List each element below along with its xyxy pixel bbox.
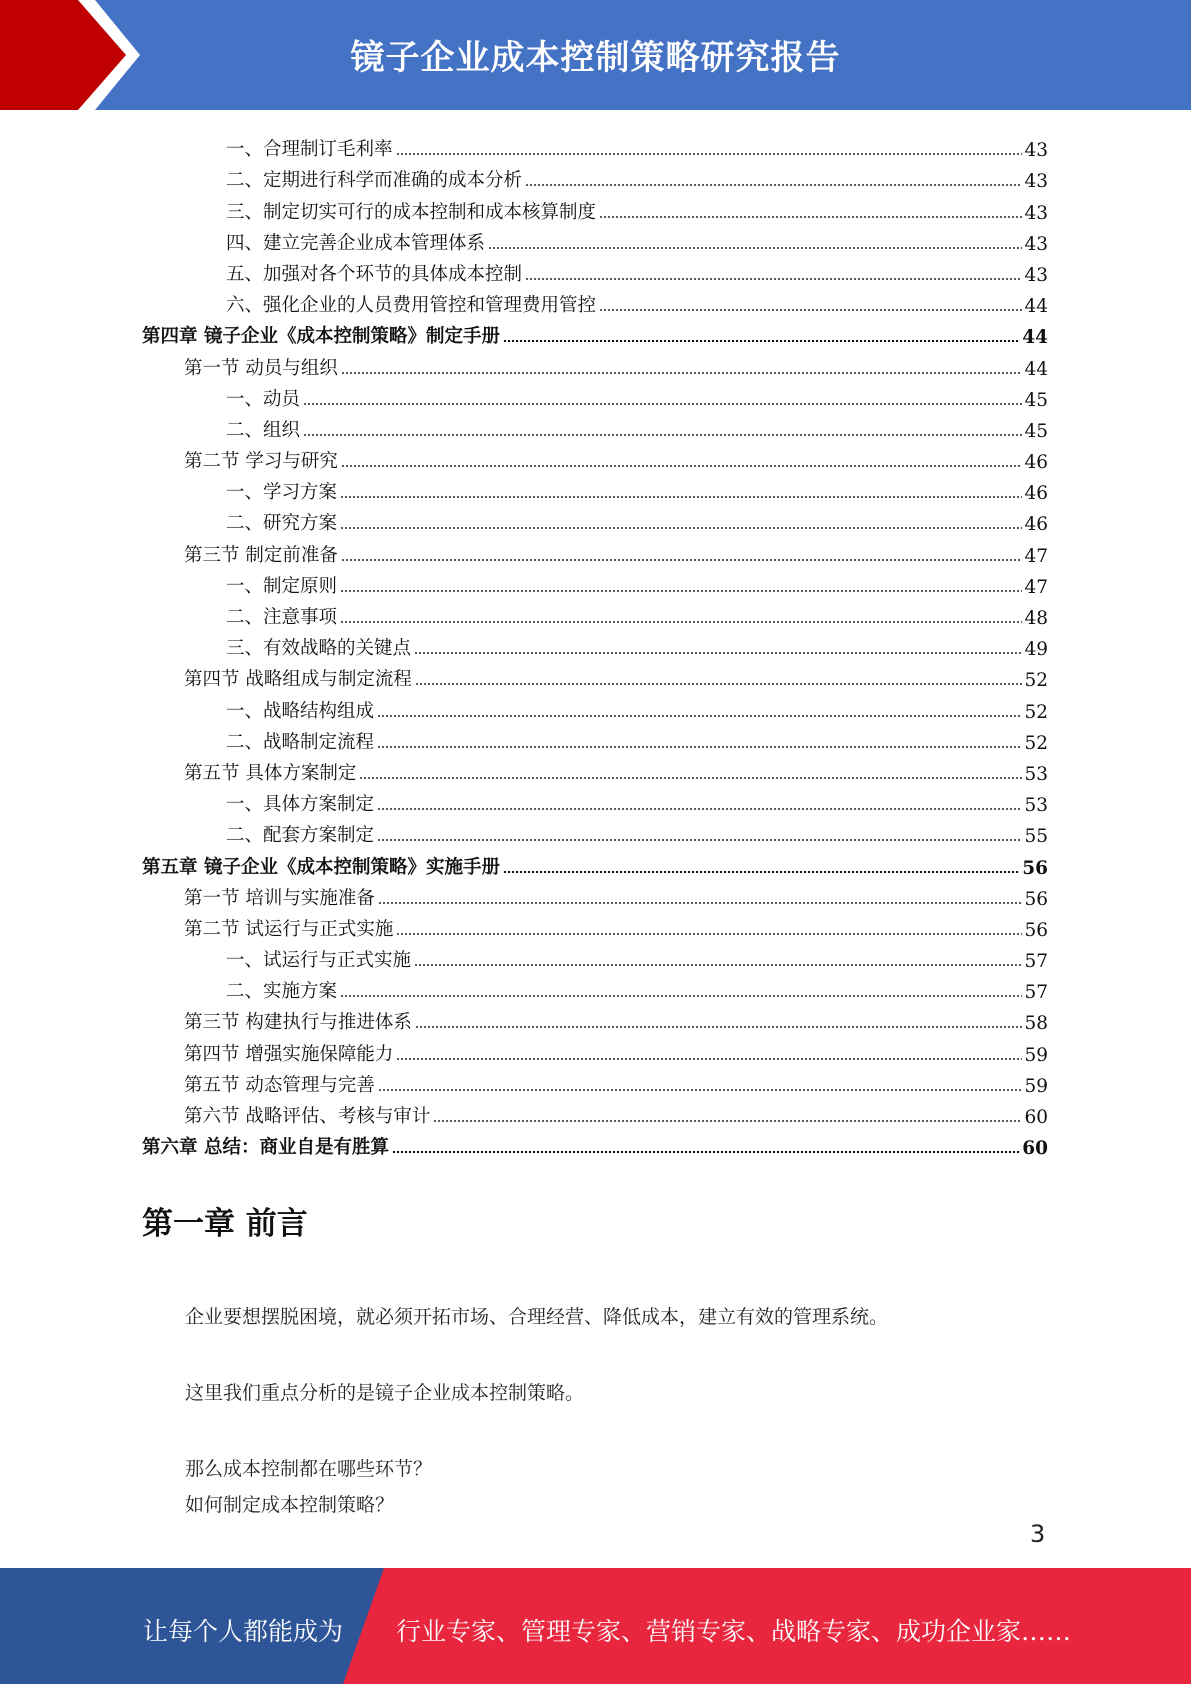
toc-entry-label: 二、定期进行科学而准确的成本分析 [226, 170, 523, 192]
toc-entry-page: 57 [1024, 982, 1048, 1004]
toc-entry-page: 43 [1024, 233, 1048, 255]
page-footer [0, 1568, 1191, 1684]
report-title: 镜子企业成本控制策略研究报告 [350, 38, 841, 78]
toc-dot-leader [378, 1089, 1023, 1091]
toc-entry-label: 第四节 战略组成与制定流程 [184, 669, 412, 691]
toc-subsection-entry[interactable] [142, 504, 1048, 535]
toc-entry-page: 44 [1024, 296, 1048, 318]
toc-dot-leader [525, 184, 1022, 186]
question-line: 那么成本控制都在哪些环节？ [185, 1458, 433, 1480]
toc-dot-leader [340, 995, 1022, 997]
toc-entry-page: 49 [1024, 639, 1048, 661]
toc-entry-page: 55 [1024, 826, 1048, 848]
toc-entry-page: 52 [1024, 670, 1048, 692]
toc-dot-leader [396, 1058, 1022, 1060]
toc-entry-label: 二、配套方案制定 [226, 825, 375, 847]
toc-dot-leader [303, 434, 1022, 436]
toc-entry-label: 第五节 具体方案制定 [184, 762, 357, 784]
toc-entry-label: 第五节 动态管理与完善 [184, 1074, 375, 1096]
toc-chapter-entry[interactable] [142, 847, 1048, 878]
toc-section-entry[interactable] [142, 910, 1048, 941]
toc-dot-leader [415, 1026, 1023, 1028]
intro-paragraph: 企业要想摆脱困境，就必须开拓市场、合理经营、降低成本，建立有效的管理系统。 [185, 1306, 889, 1328]
toc-dot-leader [396, 153, 1023, 155]
toc-dot-leader [340, 621, 1022, 623]
toc-dot-leader [415, 683, 1023, 685]
toc-entry-page: 56 [1024, 888, 1048, 910]
toc-entry-page: 43 [1024, 171, 1048, 193]
toc-subsection-entry[interactable] [142, 816, 1048, 847]
toc-entry-label: 一、合理制订毛利率 [226, 139, 393, 161]
toc-entry-label: 第五章 镜子企业《成本控制策略》实施手册 [142, 856, 500, 878]
toc-subsection-entry[interactable] [142, 629, 1048, 660]
toc-dot-leader [392, 1151, 1020, 1153]
toc-entry-page: 47 [1024, 576, 1048, 598]
toc-section-entry[interactable] [142, 442, 1048, 473]
toc-subsection-entry[interactable] [142, 598, 1048, 629]
toc-entry-page: 43 [1024, 264, 1048, 286]
toc-entry-label: 一、学习方案 [226, 482, 338, 504]
toc-entry-page: 48 [1024, 608, 1048, 629]
toc-entry-label: 第六节 战略评估、考核与审计 [184, 1106, 431, 1127]
toc-entry-label: 二、实施方案 [226, 981, 338, 1003]
toc-entry-label: 一、具体方案制定 [226, 794, 375, 816]
toc-section-entry[interactable] [142, 1034, 1048, 1065]
toc-dot-leader [341, 465, 1023, 467]
table-of-contents [142, 130, 1048, 1159]
toc-entry-page: 47 [1024, 545, 1048, 567]
toc-section-entry[interactable] [142, 1003, 1048, 1034]
toc-subsection-entry[interactable] [142, 255, 1048, 286]
toc-entry-label: 一、试运行与正式实施 [226, 950, 412, 972]
toc-section-entry[interactable] [142, 660, 1048, 691]
toc-entry-label: 第四章 镜子企业《成本控制策略》制定手册 [142, 326, 500, 348]
toc-entry-label: 一、动员 [226, 388, 301, 410]
toc-entry-page: 53 [1024, 763, 1048, 785]
toc-entry-page: 45 [1024, 420, 1048, 442]
toc-entry-page: 60 [1024, 1107, 1048, 1128]
toc-entry-page: 52 [1024, 732, 1048, 754]
question-line: 如何制定成本控制策略？ [185, 1494, 395, 1516]
footer-slogan-left: 让每个人都能成为 [143, 1617, 344, 1646]
toc-dot-leader [503, 871, 1020, 873]
toc-dot-leader [503, 340, 1020, 342]
toc-section-entry[interactable] [142, 754, 1048, 785]
toc-entry-page: 46 [1024, 452, 1048, 474]
toc-entry-label: 六、强化企业的人员费用管控和管理费用管控 [226, 295, 597, 317]
toc-dot-leader [378, 902, 1023, 904]
toc-entry-page: 57 [1024, 951, 1048, 973]
toc-entry-label: 第四节 增强实施保障能力 [184, 1043, 394, 1065]
toc-entry-page: 45 [1024, 389, 1048, 411]
intro-paragraph: 这里我们重点分析的是镜子企业成本控制策略。 [185, 1382, 585, 1404]
toc-subsection-entry[interactable] [142, 941, 1048, 972]
toc-entry-label: 二、组织 [226, 419, 301, 441]
toc-section-entry[interactable] [142, 348, 1048, 379]
toc-entry-page: 44 [1022, 327, 1048, 349]
toc-subsection-entry[interactable] [142, 161, 1048, 192]
toc-subsection-entry[interactable] [142, 380, 1048, 411]
toc-subsection-entry[interactable] [142, 224, 1048, 255]
toc-subsection-entry[interactable] [142, 411, 1048, 442]
toc-entry-label: 四、建立完善企业成本管理体系 [226, 232, 486, 254]
toc-dot-leader [359, 777, 1022, 779]
toc-entry-page: 59 [1024, 1075, 1048, 1097]
toc-entry-label: 第六章 总结：商业自是有胜算 [142, 1137, 389, 1159]
toc-subsection-entry[interactable] [142, 473, 1048, 504]
toc-entry-page: 43 [1024, 140, 1048, 162]
toc-entry-label: 三、制定切实可行的成本控制和成本核算制度 [226, 201, 597, 223]
toc-dot-leader [396, 933, 1022, 935]
toc-dot-leader [341, 372, 1023, 374]
toc-dot-leader [377, 746, 1022, 748]
toc-entry-page: 56 [1024, 919, 1048, 941]
toc-entry-page: 46 [1024, 483, 1048, 505]
toc-entry-page: 56 [1022, 857, 1048, 879]
toc-dot-leader [525, 278, 1022, 280]
toc-entry-page: 43 [1024, 202, 1048, 224]
toc-entry-page: 60 [1022, 1138, 1048, 1160]
toc-entry-label: 第三节 构建执行与推进体系 [184, 1012, 412, 1034]
toc-dot-leader [377, 839, 1022, 841]
toc-dot-leader [340, 527, 1022, 529]
toc-dot-leader [599, 216, 1022, 218]
toc-subsection-entry[interactable] [142, 130, 1048, 161]
toc-section-entry[interactable] [142, 879, 1048, 910]
toc-entry-label: 第一节 动员与组织 [184, 357, 338, 379]
toc-entry-page: 59 [1024, 1044, 1048, 1066]
toc-entry-label: 三、有效战略的关键点 [226, 638, 412, 660]
toc-dot-leader [599, 309, 1022, 311]
toc-entry-label: 二、战略制定流程 [226, 731, 375, 753]
toc-subsection-entry[interactable] [142, 691, 1048, 722]
toc-dot-leader [414, 652, 1022, 654]
toc-subsection-entry[interactable] [142, 972, 1048, 1003]
toc-section-entry[interactable] [142, 535, 1048, 566]
toc-subsection-entry[interactable] [142, 192, 1048, 223]
toc-subsection-entry[interactable] [142, 785, 1048, 816]
toc-dot-leader [488, 247, 1022, 249]
toc-entry-label: 一、战略结构组成 [226, 700, 375, 722]
toc-dot-leader [377, 715, 1022, 717]
page-number: 3 [1030, 1520, 1046, 1548]
toc-dot-leader [414, 964, 1022, 966]
page-header [0, 0, 1191, 110]
toc-dot-leader [341, 559, 1023, 561]
toc-subsection-entry[interactable] [142, 286, 1048, 317]
toc-section-entry[interactable] [142, 1066, 1048, 1097]
toc-section-entry[interactable] [142, 1097, 1048, 1128]
toc-subsection-entry[interactable] [142, 567, 1048, 598]
toc-dot-leader [340, 590, 1022, 592]
toc-entry-page: 44 [1024, 358, 1048, 380]
footer-slogan-right: 行业专家、管理专家、营销专家、战略专家、成功企业家…… [396, 1617, 1072, 1646]
toc-entry-label: 第一节 培训与实施准备 [184, 887, 375, 909]
toc-entry-page: 52 [1024, 701, 1048, 723]
toc-entry-page: 58 [1024, 1013, 1048, 1035]
toc-entry-label: 第二节 试运行与正式实施 [184, 918, 394, 940]
toc-entry-page: 46 [1024, 514, 1048, 536]
toc-entry-label: 二、注意事项 [226, 607, 338, 628]
toc-entry-page: 53 [1024, 795, 1048, 817]
toc-chapter-entry[interactable] [142, 317, 1048, 348]
toc-entry-label: 一、制定原则 [226, 575, 338, 597]
toc-dot-leader [340, 496, 1022, 498]
toc-entry-label: 五、加强对各个环节的具体成本控制 [226, 263, 523, 285]
toc-entry-label: 二、研究方案 [226, 513, 338, 535]
toc-subsection-entry[interactable] [142, 723, 1048, 754]
chapter-heading: 第一章 前言 [142, 1206, 308, 1242]
toc-dot-leader [377, 808, 1022, 810]
toc-dot-leader [303, 403, 1022, 405]
toc-chapter-entry[interactable] [142, 1128, 1048, 1159]
toc-entry-label: 第三节 制定前准备 [184, 544, 338, 566]
toc-dot-leader [433, 1120, 1022, 1122]
toc-entry-label: 第二节 学习与研究 [184, 451, 338, 473]
